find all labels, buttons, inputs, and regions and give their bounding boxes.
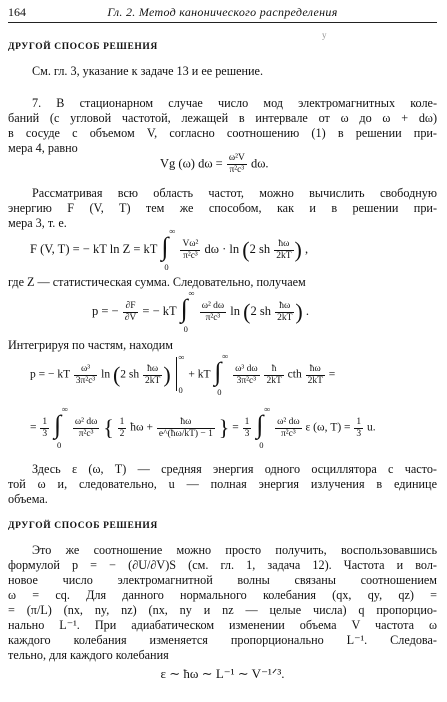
eq5-fraction-1: $\frac{\text{ω² dω}}{\text{π²c³}}$ [74, 416, 98, 439]
eq3-mid0: = − kT [142, 303, 177, 318]
para2-line-2: энергию F (V, T) тем же способом, как и в решении при- [8, 201, 437, 215]
para3-line-2: той ω и, следовательно, u — полная энергия излучения в единице [8, 477, 437, 491]
eq2-fraction-1: $\frac{\text{Vω²}}{\text{π²c³}}$ [182, 238, 199, 261]
section2-line-8: тельно, для каждого колебания [8, 648, 169, 662]
eq4-ln: ln [101, 368, 111, 381]
eq2-lhs: F (V, T) = − kT ln Z = kT [30, 241, 158, 256]
eq5-fraction-half: $\frac{1}{2}$ [119, 416, 125, 439]
eq5-fraction-3: $\frac{1}{3}$ [244, 416, 250, 439]
eq4-lhs: p = − kT [30, 368, 70, 381]
para2-line-3: мера 3, т. е. [8, 216, 67, 230]
section2-line-4: ω = cq. Для данного нормального колебания (qx, qy, qz) = [8, 588, 437, 602]
eq5-fraction-4: $\frac{\text{ω² dω}}{\text{π²c³}}$ [277, 416, 300, 439]
page-number: 164 [8, 5, 26, 19]
eq5-hw: ħω + [130, 421, 153, 434]
problem7-line-3: в сосуде с объемом V, согласно соотношению (1) в решении при- [8, 126, 437, 140]
eq3-integral: ∫ ∞ 0 [180, 288, 195, 334]
section-heading-2: ДРУГОЙ СПОСОБ РЕШЕНИЯ [8, 521, 158, 531]
problem7-line-1: 7. В стационарном случае число мод электромагнитных коле- [32, 96, 437, 110]
eq2-fraction-2: $\frac{ħ\omega}{2kT}$ [276, 238, 292, 261]
eq5-fraction-0: $\frac{1}{3}$ [42, 416, 48, 439]
eq1-tail: dω. [250, 156, 269, 171]
section2-line-3: новое число электромагнитной волны связаны соотношением [8, 573, 437, 587]
eq2-mid: dω · ln [204, 241, 240, 256]
para3-line-3: объема. [8, 492, 48, 506]
equation-mode-density [160, 153, 269, 176]
section2-line-2: формулой p = − (∂U/∂V)S (см. гл. 1, задача 12). Частота и вол- [8, 558, 437, 572]
eq4-integral: ∫ ∞ 0 [214, 351, 229, 397]
eq3-ln: ln [230, 303, 241, 318]
eq5-mid: ε (ω, T) = [305, 421, 351, 434]
eq5-fraction-2: $\frac{ħ\omega}{e\^{}(ħ\omega/kT) - 1}$ [158, 416, 213, 439]
eq4-fraction-5: $\frac{ħ\omega}{2kT}$ [307, 363, 323, 386]
eq4-fraction-3: $\frac{\text{ω³ dω}}{\text{3π²c³}}$ [235, 363, 258, 386]
eq5-eq0: = [30, 421, 37, 434]
eq5-fraction-5: $\frac{1}{3}$ [356, 416, 362, 439]
equation-integration-by-parts: p = − kT $\frac{\text{ω³}}{\text{3π²c³}}$ ln (2 sh $\frac{ħ\omega}{2kT}$ ) ∞ 0 + kT ∫ ∞ 0 $\frac{\text{ω³ dω}}{\text{3π²c³}}$ $\frac{ħ}{2kT}$ cth $\frac{ħ\omega}{2kT}$ = [30, 351, 336, 397]
margin-mark: у [322, 30, 327, 40]
eq4-tail: = [328, 368, 336, 381]
equation-energy-density: = $\frac{1}{3}$ ∫ ∞ 0 $\frac{\text{ω² dω}}{\text{π²c³}}$ { $\frac{1}{2}$ ħω + $\frac{ħ\omega}{e\^{}(ħ\omega/kT) - 1}$ } = $\frac{1}{3}$ ∫ ∞ 0 $\frac{\text{ω² dω}}{\text{π²c³}}$ ε (ω, T) = $\frac{1}{3}$ u. [30, 404, 376, 450]
eq3-fraction-1: $\frac{\text{ω² dω}}{\text{π²c³}}$ [201, 300, 225, 323]
eq5-integral-1: ∫ ∞ 0 [54, 404, 69, 450]
eq1-fraction: $\frac{\text{ω²V}}{\text{π²c³}}$ [228, 153, 245, 175]
section2-line-5: = (π/L) (nx, ny, nz) (nx, ny и nz — целые числа) q пропорцио- [8, 603, 437, 617]
section1-text: См. гл. 3, указание к задаче 13 и ее решение. [32, 64, 264, 78]
eq2-sh: 2 sh [249, 241, 271, 256]
eq2-integral: ∫ ∞ 0 [161, 226, 176, 272]
eq4-fraction-4: $\frac{ħ}{2kT}$ [266, 363, 282, 386]
chapter-title: Гл. 2. Метод канонического распределения [107, 5, 338, 19]
problem7-line-2: баний (с угловой частотой, лежащей в интервале от ω до ω + dω) [8, 111, 437, 125]
eq2-tail: , [305, 241, 309, 256]
eq4-plus: + kT [188, 368, 211, 381]
section-heading-1: ДРУГОЙ СПОСОБ РЕШЕНИЯ [8, 42, 158, 52]
line-integration-by-parts: Интегрируя по частям, находим [8, 338, 173, 352]
para3-line-1: Здесь ε (ω, T) — средняя энергия одного осциллятора с часто- [32, 462, 437, 476]
eq3-fraction-0: $\frac{\partial F}{\partial V}$ [124, 300, 137, 323]
eq5-tail: u. [367, 421, 376, 434]
eq3-sh: 2 sh [250, 303, 271, 318]
eq4-fraction-1: $\frac{\text{ω³}}{\text{3π²c³}}$ [75, 363, 96, 386]
eq5-eq-mid: = [232, 421, 239, 434]
para2-line-1: Рассматривая всю область частот, можно вычислить свободную [32, 186, 437, 200]
page-header [8, 4, 437, 23]
eq4-cth: cth [287, 368, 302, 381]
equation-pressure: p = − $\frac{\partial F}{\partial V}$ = − kT ∫ ∞ 0 $\frac{\text{ω² dω}}{\text{π²c³}}$ ln (2 sh $\frac{ħ\omega}{2kT}$ ) . [92, 288, 309, 334]
eq3-fraction-2: $\frac{ħ\omega}{2kT}$ [277, 300, 293, 323]
equation-free-energy: F (V, T) = − kT ln Z = kT ∫ ∞ 0 $\frac{\text{Vω²}}{\text{π²c³}}$ dω · ln (2 sh $\frac{ħ\omega}{2kT}$ ) , [30, 226, 309, 272]
final-equation: ε ∼ ħω ∼ L⁻¹ ∼ V⁻¹ᐟ³. [160, 666, 285, 681]
eq4-fraction-2: $\frac{ħ\omega}{2kT}$ [145, 363, 161, 386]
section2-line-6: нально L⁻¹. При адиабатическом изменении объема V частота ω [8, 618, 437, 632]
line-statistical-sum: где Z — статистическая сумма. Следовательно, получаем [8, 275, 306, 289]
section2-line-1: Это же соотношение можно просто получить, воспользовавшись [32, 543, 437, 557]
problem7-line-4: мера 4, равно [8, 141, 78, 155]
eq1-lhs: Vg (ω) dω = [160, 156, 223, 171]
eq3-tail: . [305, 303, 309, 318]
section2-line-7: каждого колебания изменяется пропорционально L⁻¹. Следова- [8, 633, 437, 647]
eq5-integral-2: ∫ ∞ 0 [256, 404, 271, 450]
eq3-lhs: p = − [92, 303, 119, 318]
eq4-evaluation-bar: ∞ 0 [174, 355, 186, 395]
eq4-sh: 2 sh [120, 368, 140, 381]
